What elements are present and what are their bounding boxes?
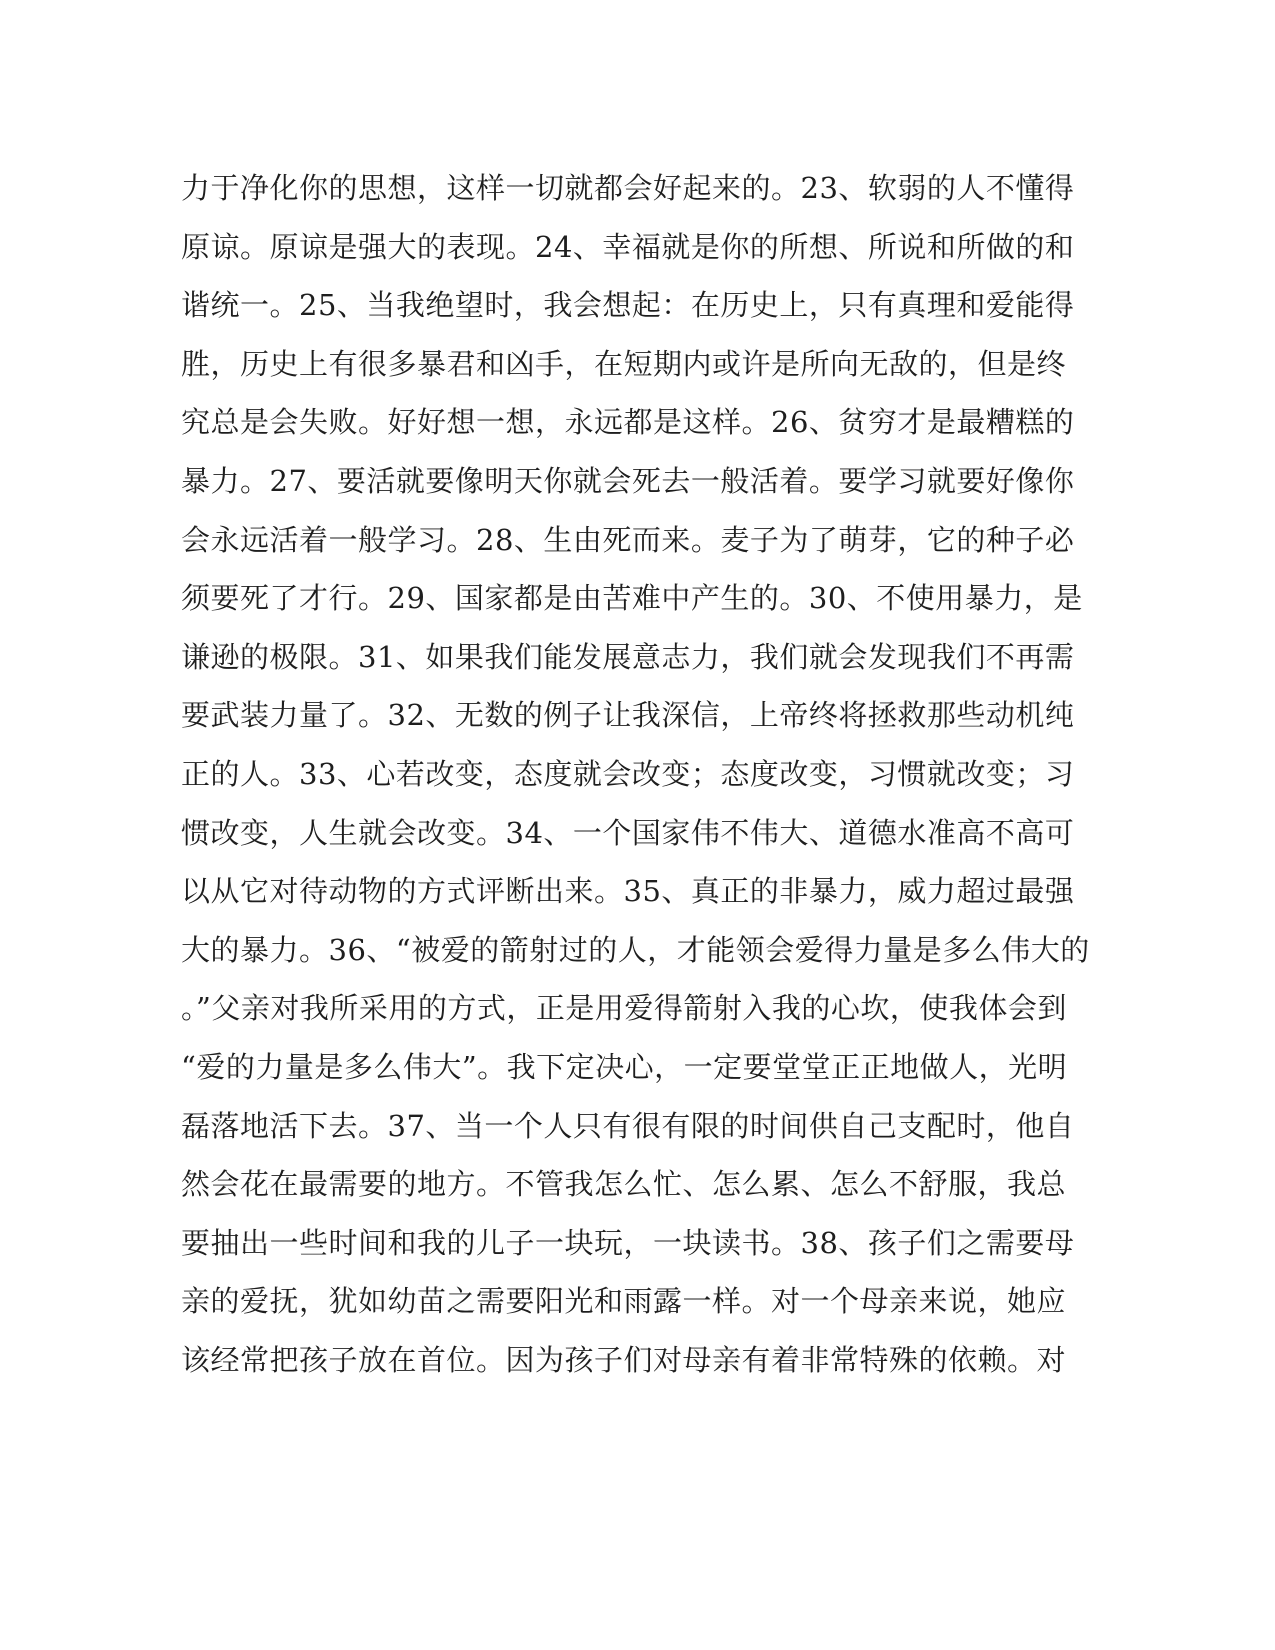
text-line: 会永远活着一般学习。28、生由死而来。麦子为了萌芽，它的种子必 (181, 522, 1075, 557)
text-line: 。”父亲对我所采用的方式，正是用爱得箭射入我的心坎，使我体会到 (181, 991, 1067, 1026)
text-line: 正的人。33、心若改变，态度就会改变；态度改变，习惯就改变；习 (181, 756, 1075, 791)
text-line: 须要死了才行。29、国家都是由苦难中产生的。30、不使用暴力，是 (181, 581, 1083, 616)
text-line: 该经常把孩子放在首位。因为孩子们对母亲有着非常特殊的依赖。对 (181, 1342, 1067, 1377)
text-line: 磊落地活下去。37、当一个人只有很有限的时间供自己支配时，他自 (181, 1108, 1075, 1143)
text-line: 以从它对待动物的方式评断出来。35、真正的非暴力，威力超过最强 (181, 874, 1075, 909)
text-line: 然会花在最需要的地方。不管我怎么忙、怎么累、怎么不舒服，我总 (181, 1167, 1067, 1202)
text-line: 力于净化你的思想，这样一切就都会好起来的。23、软弱的人不懂得 (181, 171, 1075, 205)
text-line: 谐统一。25、当我绝望时，我会想起：在历史上，只有真理和爱能得 (181, 288, 1075, 323)
text-line: 大的暴力。36、“被爱的箭射过的人，才能领会爱得力量是多么伟大的 (181, 932, 1090, 967)
text-line: 原谅。原谅是强大的表现。24、幸福就是你的所想、所说和所做的和 (181, 229, 1075, 264)
text-line: 胜，历史上有很多暴君和凶手，在短期内或许是所向无敌的，但是终 (181, 346, 1067, 381)
text-line: “爱的力量是多么伟大”。我下定决心，一定要堂堂正正地做人，光明 (181, 1049, 1068, 1084)
text-line: 亲的爱抚，犹如幼苗之需要阳光和雨露一样。对一个母亲来说，她应 (181, 1284, 1067, 1319)
text-line: 要武装力量了。32、无数的例子让我深信，上帝终将拯救那些动机纯 (181, 698, 1075, 733)
text-line: 惯改变，人生就会改变。34、一个国家伟不伟大、道德水准高不高可 (181, 815, 1075, 850)
body-text (181, 159, 1090, 1389)
text-line: 究总是会失败。好好想一想，永远都是这样。26、贫穷才是最糟糕的 (181, 405, 1075, 440)
text-line: 要抽出一些时间和我的儿子一块玩，一块读书。38、孩子们之需要母 (181, 1225, 1075, 1260)
text-line: 暴力。27、要活就要像明天你就会死去一般活着。要学习就要好像你 (181, 463, 1075, 498)
text-line: 谦逊的极限。31、如果我们能发展意志力，我们就会发现我们不再需 (181, 639, 1075, 674)
